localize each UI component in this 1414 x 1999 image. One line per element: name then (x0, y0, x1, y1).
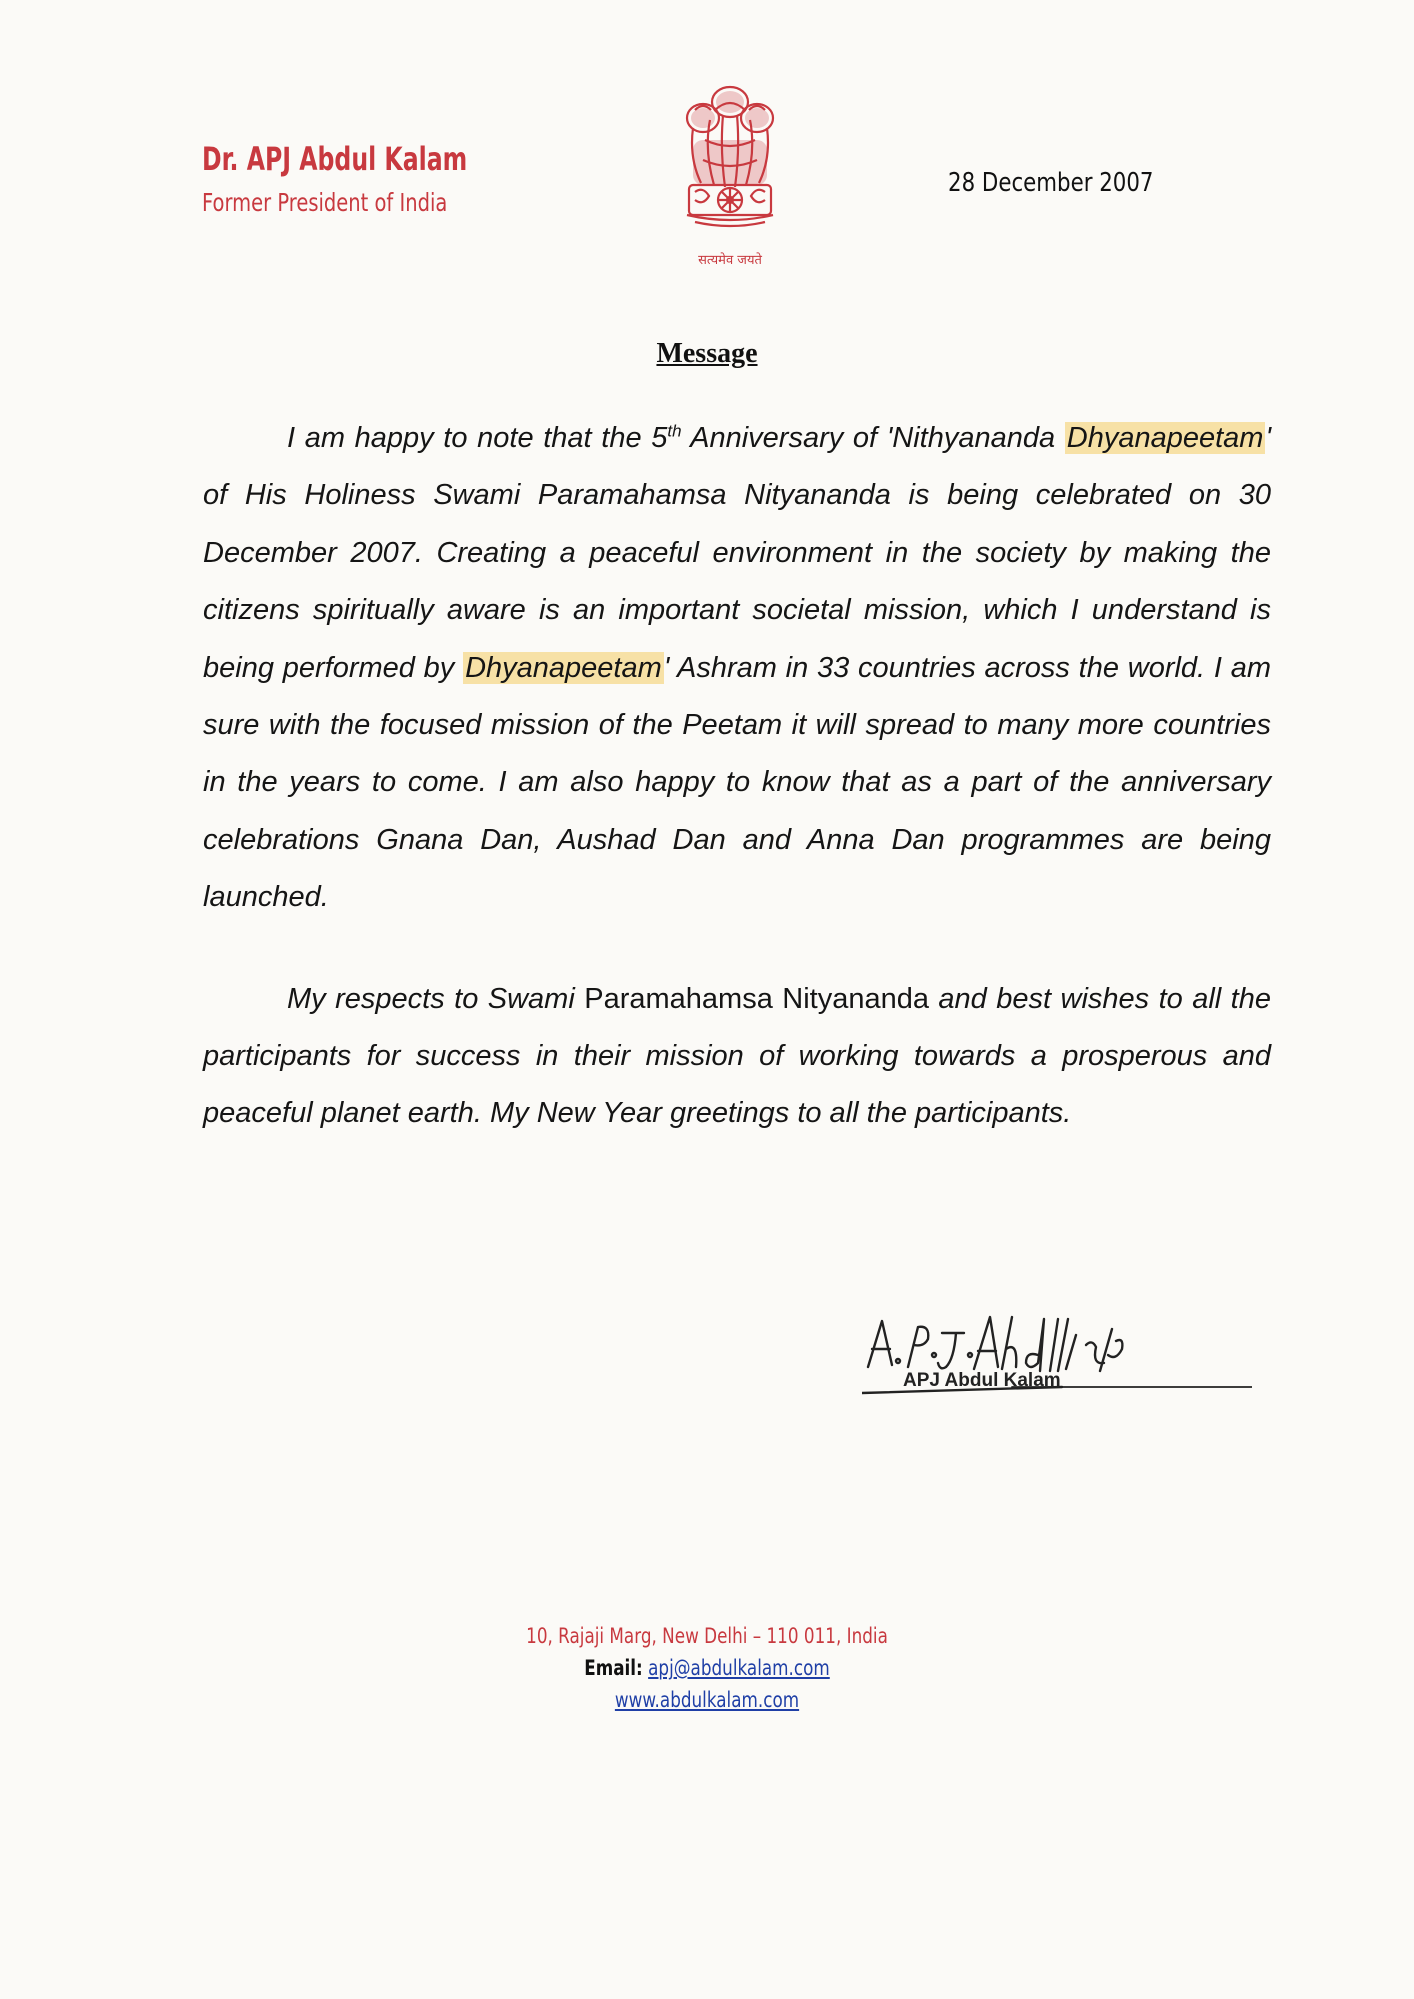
emblem-motto: सत्यमेव जयते (698, 253, 762, 268)
website-link[interactable]: www.abdulkalam.com (614, 1688, 800, 1712)
p2-text-2: and best wishes to all the participants for success in their mission of working towards a prosperous and peaceful planet earth. My New Year greetings to all the participants. (203, 982, 1272, 1130)
national-emblem-icon (665, 80, 795, 270)
message-heading: Message (656, 338, 758, 369)
ordinal-suffix: th (667, 421, 682, 441)
p2-text-1: My respects to Swami (287, 982, 585, 1015)
paragraph-2 (203, 971, 1271, 1143)
signatory-name: APJ Abdul Kalam (903, 1370, 1061, 1391)
p1-text-4: ' Ashram in 33 countries across the world. I am sure with the focused mission of the Peetam it will spread to many more countries in the years to come. I am also happy to know that as a part of the anniversary celebrations Gnana Dan, Aushad Dan and Anna Dan programmes are being launched. (203, 651, 1271, 914)
email-link[interactable]: apj@abdulkalam.com (648, 1656, 830, 1680)
sender-title: Former President of India (202, 188, 448, 217)
highlighted-term: Dhyanapeetam (465, 651, 662, 684)
p1-text-3: ' of His Holiness Swami Paramahamsa Nityananda is being celebrated on 30 December 2007. Creating a peaceful environment in the society by making the citizens spiritually aware is an important societal mission, which I understand is being performed by (203, 422, 1271, 684)
highlighted-term: Dhyanapeetam (1066, 422, 1264, 454)
message-body (203, 410, 1271, 1143)
lion-capital-icon (665, 80, 795, 250)
p1-text-1: I am happy to note that the 5 (287, 422, 668, 454)
footer-address: 10, Rajaji Marg, New Delhi – 110 011, India (526, 1624, 888, 1648)
p2-upright-name: Paramahamsa Nityananda (584, 982, 929, 1015)
letter-date: 28 December 2007 (948, 168, 1154, 198)
letter-footer (0, 1620, 1414, 1716)
p1-text-2: Anniversary of 'Nithyananda (681, 422, 1065, 454)
footer-email-line (141, 1652, 1272, 1684)
email-label: Email: (584, 1656, 643, 1680)
sender-name: Dr. APJ Abdul Kalam (202, 140, 468, 178)
paragraph-1 (203, 410, 1271, 927)
